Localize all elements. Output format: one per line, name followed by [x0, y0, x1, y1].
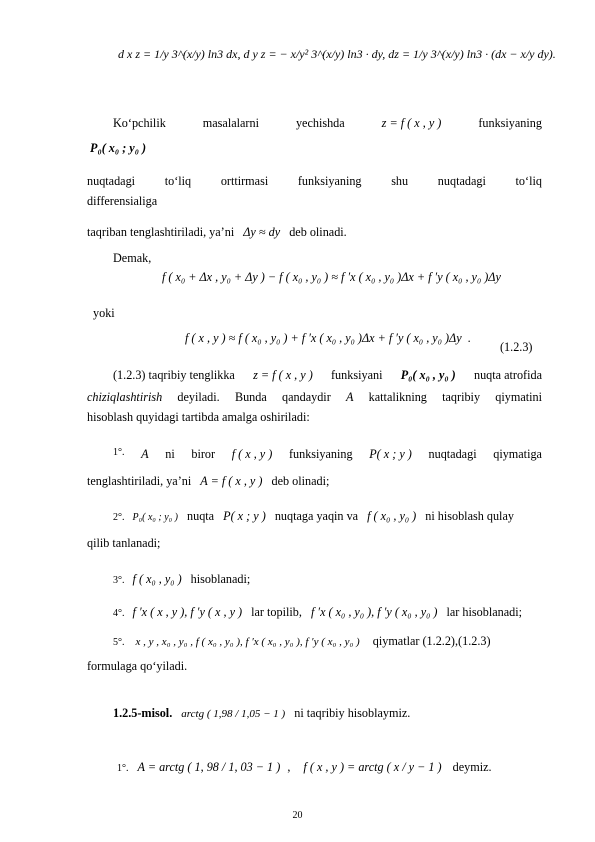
formula-period: . — [467, 331, 471, 345]
text-word: funksiyaning — [297, 174, 362, 188]
step-number: 3°. — [113, 575, 125, 586]
text: A — [141, 447, 149, 461]
text: nuqtaga yaqin va — [274, 509, 359, 523]
text-word: shu — [391, 174, 409, 188]
yoki-label: yoki — [93, 306, 115, 320]
text: deymiz. — [452, 760, 492, 774]
step-number: 1°. — [117, 763, 129, 774]
text: ni — [165, 447, 175, 461]
text: nuqta — [187, 509, 215, 523]
linearization-formula — [185, 331, 471, 346]
paragraph-1-line-1 — [113, 116, 542, 131]
partial-derivatives-at-point: f ′x ( x₀ , y₀ ), f ′y ( x₀ , y₀ ) — [310, 605, 438, 619]
text: qiymatiga — [493, 447, 542, 461]
text-word: Ko‘pchilik — [113, 116, 166, 130]
text-word: nuqtadagi — [87, 174, 136, 188]
text-word: deyiladi. — [177, 390, 220, 404]
separator: , — [287, 760, 291, 774]
text: deb olinadi; — [271, 474, 330, 488]
text-word: yechishda — [295, 116, 345, 130]
paragraph-3-line-3: hisoblash quyidagi tartibda amalga oshiriladi: — [87, 410, 310, 424]
step-number: 5°. — [113, 637, 125, 648]
text: taqriban tenglashtiriladi, ya’ni — [87, 225, 235, 239]
text: lar topilib, — [251, 605, 302, 619]
final-step-line — [117, 760, 492, 775]
paragraph-3-line-2 — [87, 390, 542, 405]
text: hisoblanadi; — [190, 572, 251, 586]
text-word: nuqtadagi — [437, 174, 486, 188]
step-1-line-1 — [113, 447, 542, 462]
demak-label: Demak, — [113, 251, 152, 265]
step-2-line-1 — [113, 509, 514, 524]
text-word: funksiyaning — [478, 116, 542, 130]
paragraph-2-line-3 — [87, 225, 347, 240]
point-formula: P( x ; y ) — [223, 509, 266, 523]
step-number: 1°. — [113, 447, 125, 458]
text: funksiyaning — [288, 447, 353, 461]
text: nuqta atrofida — [473, 368, 542, 382]
text: biror — [191, 447, 216, 461]
equation-number: (1.2.3) — [500, 340, 533, 354]
partial-derivatives: f ′x ( x , y ), f ′y ( x , y ) — [132, 605, 243, 619]
text-word: orttirmasi — [220, 174, 269, 188]
text: lar hisoblanadi; — [446, 605, 522, 619]
text-word: Bunda — [234, 390, 267, 404]
text: deb olinadi. — [289, 225, 347, 239]
paragraph-2-line-2: differensialiga — [87, 194, 158, 208]
text: funksiyani — [331, 368, 383, 382]
text-word: kattalikning — [368, 390, 427, 404]
values-list: x , y , x₀ , y₀ , f ( x₀ , y₀ ), f ′x ( x₀ , y₀ ), f ′y ( x₀ , y₀ ) — [135, 636, 360, 648]
text-word: masalalarni — [202, 116, 259, 130]
term-linearization: chiziqlashtirish — [87, 390, 163, 404]
a-definition: A = arctg ( 1, 98 / 1, 03 − 1 ) — [137, 760, 281, 774]
text: ni hisoblash qulay — [425, 509, 514, 523]
function-value: f ( x₀ , y₀ ) — [367, 509, 417, 523]
function-formula: f ( x , y ) — [231, 447, 273, 461]
function-value: f ( x₀ , y₀ ) — [132, 572, 182, 586]
text: qiymatlar (1.2.2),(1.2.3) — [372, 634, 491, 648]
example-line — [113, 706, 410, 721]
text-word: taqribiy — [442, 390, 481, 404]
differential-formulas: d x z = 1/y 3^(x/y) ln3 dx, d y z = − x/y² 3^(x/y) ln3 · dy, dz = 1/y 3^(x/y) ln3 · (dx − x/y dy). — [118, 47, 556, 61]
step-2-line-2: qilib tanlanadi; — [87, 536, 161, 550]
text-word: to‘liq — [515, 174, 542, 188]
function-formula: z = f ( x , y ) — [381, 116, 442, 130]
step-number: 4°. — [113, 608, 125, 619]
page-number: 20 — [292, 810, 303, 821]
text-word: qiymatini — [495, 390, 542, 404]
point-formula: P₀( x₀ ; y₀ ) — [132, 512, 178, 523]
point-formula: P₀( x₀ ; y₀ ) — [90, 141, 147, 155]
variable-a: A — [345, 390, 354, 404]
function-formula: z = f ( x , y ) — [253, 368, 313, 382]
paragraph-3-line-1 — [113, 368, 542, 383]
text: (1.2.3) taqribiy tenglikka — [113, 368, 235, 382]
step-5-line-2: formulaga qo‘yiladi. — [87, 659, 188, 673]
step-4-line — [113, 605, 522, 620]
point-formula: P( x ; y ) — [369, 447, 412, 461]
text: tenglashtiriladi, ya’ni — [87, 474, 192, 488]
point-formula: P₀( x₀ , y₀ ) — [400, 368, 456, 382]
example-label: 1.2.5-misol. — [113, 706, 173, 720]
text-word: to‘liq — [164, 174, 192, 188]
text: nuqtadagi — [428, 447, 477, 461]
paragraph-2-line-1 — [87, 174, 542, 189]
example-formula: arctg ( 1,98 / 1,05 − 1 ) — [181, 708, 286, 720]
approx-formula: Δy ≈ dy — [243, 225, 281, 239]
function-definition: f ( x , y ) = arctg ( x / y − 1 ) — [303, 760, 442, 774]
step-1-line-2 — [87, 474, 329, 489]
formula-body: f ( x , y ) ≈ f ( x₀ , y₀ ) + f ′x ( x₀ , y₀ )Δx + f ′y ( x₀ , y₀ )Δy — [185, 331, 462, 345]
increment-formula: f ( x₀ + Δx , y₀ + Δy ) − f ( x₀ , y₀ ) ≈ f ′x ( x₀ , y₀ )Δx + f ′y ( x₀ , y₀ )Δy — [162, 270, 501, 284]
text: ni taqribiy hisoblaymiz. — [294, 706, 411, 720]
step-3-line — [113, 572, 250, 587]
step-5-line-1 — [113, 634, 491, 649]
assignment-formula: A = f ( x , y ) — [200, 474, 263, 488]
step-number: 2°. — [113, 512, 125, 523]
text-word: qandaydir — [282, 390, 331, 404]
